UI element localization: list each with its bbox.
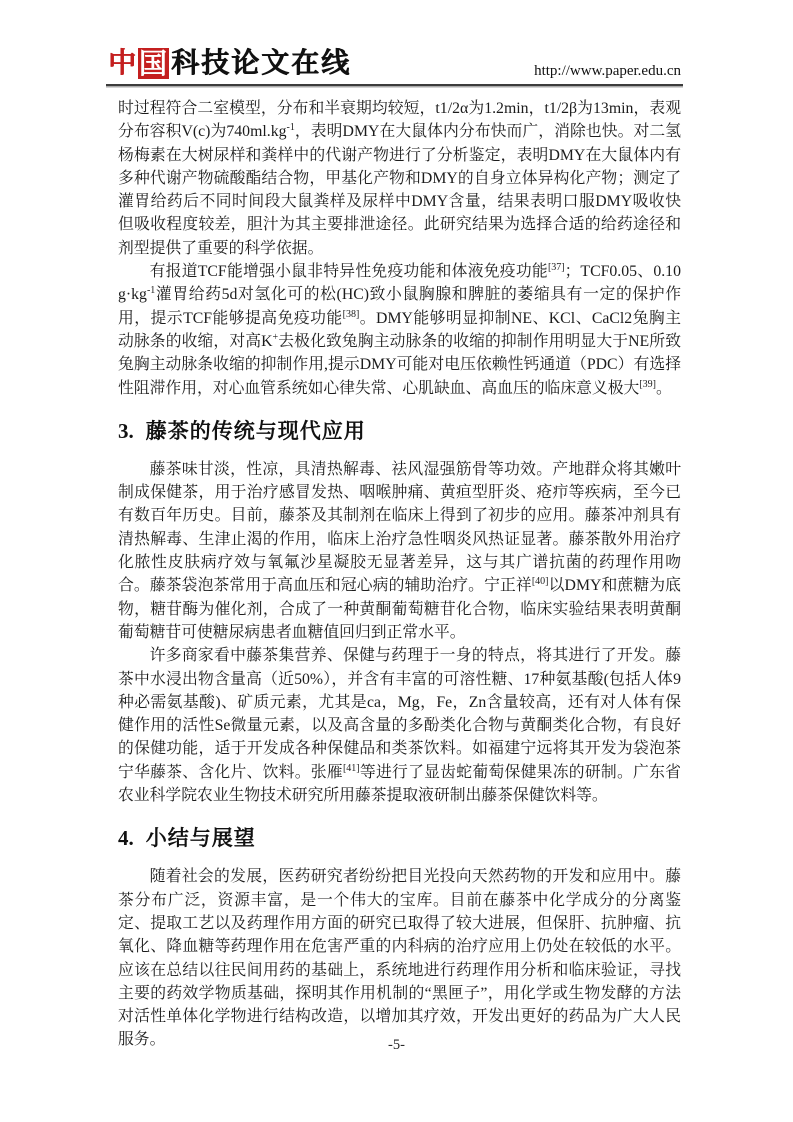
site-url-link[interactable]: http://www.paper.edu.cn <box>534 63 681 79</box>
text-run: 去极化致兔胸主动脉条的收缩的抑制作用明显大于NE所致兔胸主动脉条收缩的抑制作用,提示DMY可能对电压依赖性钙通道（PDC）有选择性阻滞作用，对心血管系统如心律失常、心肌缺血、高血压的临床意义极大 <box>118 332 681 397</box>
section-number: 3. <box>118 418 134 443</box>
paragraph-summary-outlook <box>118 865 681 1051</box>
text-run: 许多商家看中藤茶集营养、保健与药理于一身的特点，将其进行了开发。藤茶中水浸出物含量高（近50%），并含有丰富的可溶性糖、17种氨基酸(包括人体9种必需氨基酸)、矿质元素，尤其是ca，Mg，Fe，Zn含量较高，还有对人体有保健作用的活性Se微量元素，以及高含量的多酚类化合物与黄酮类化合物，有良好的保健功能，适于开发成各种保健品和类茶饮料。如福建宁远将其开发为袋泡茶宁华藤茶、含化片、饮料。张雁 <box>118 647 681 781</box>
paragraph-pharmacokinetics <box>118 97 681 260</box>
text-run: 藤茶味甘淡，性凉，具清热解毒、祛风湿强筋骨等功效。产地群众将其嫩叶制成保健茶，用于治疗感冒发热、咽喉肿痛、黄疸型肝炎、疮疖等疾病，至今已有数百年历史。目前，藤茶及其制剂在临床上得到了初步的应用。藤茶冲剂具有清热解毒、生津止渴的作用，临床上治疗急性咽炎风热证显著。藤茶散外用治疗化脓性皮肤病疗效与氧氟沙星凝胶无显著差异，这与其广谱抗菌的药理作用吻合。藤茶袋泡茶常用于高血压和冠心病的辅助治疗。宁正祥 <box>118 460 681 595</box>
text-run: 有报道TCF能增强小鼠非特异性免疫功能和体液免疫功能 <box>149 263 548 281</box>
citation-ref-38: [38] <box>342 308 360 320</box>
text-run: 随着社会的发展，医药研究者纷纷把目光投向天然药物的开发和应用中。藤茶分布广泛，资源丰富，是一个伟大的宝库。目前在藤茶中化学成分的分离鉴定、提取工艺以及药理作用方面的研究已取得了较大进展，但保肝、抗肿瘤、抗氧化、降血糖等药理作用在危害严重的内科病的治疗应用上仍处在较低的水平。应该在总结以往民间用药的基础上，系统地进行药理作用分析和临床验证，寻找主要的药效学物质基础，探明其作用机制的“黑匣子”，用化学或生物发酵的方法对活性单体化学物进行结构改造，以增加其疗效，开发出更好的药品为广大人民服务。 <box>118 868 681 1049</box>
logo-text: 科技论文在线 <box>171 47 352 78</box>
logo-guo-badge: 国 <box>139 48 169 79</box>
paragraph-commercial-development <box>118 644 681 807</box>
citation-ref-37: [37] <box>547 262 565 274</box>
section-title: 藤茶的传统与现代应用 <box>145 419 366 443</box>
text-run: 。 <box>655 379 672 397</box>
citation-ref-39: [39] <box>639 378 656 390</box>
text-run: 时过程符合二室模型，分布和半衰期均较短，t1/2α为1.2min，t1/2β为13min，表观分布容积V(c)为740ml.kg <box>118 100 681 141</box>
text-run: 。DMY能够明显抑制NE、KCl、CaCl2兔胸主动脉条的收缩，对高K <box>118 309 681 350</box>
section-heading-3 <box>118 417 681 446</box>
superscript-exponent: -1 <box>286 122 295 134</box>
logo-zhong-char: 中 <box>108 47 138 78</box>
content-area <box>108 0 681 1052</box>
site-logo <box>108 47 351 78</box>
page-footer <box>0 1037 793 1054</box>
text-run: 等进行了显齿蛇葡萄保健果冻的研制。广东省农业科学院农业生物技术研究所用藤茶提取液研制出藤茶保健饮料等。 <box>118 763 681 805</box>
section-title: 小结与展望 <box>145 827 256 851</box>
document-body <box>118 86 681 1052</box>
paragraph-traditional-use <box>118 458 681 644</box>
text-run: 灌胃给药5d对氢化可的松(HC)致小鼠胸腺和脾脏的萎缩具有一定的保护作用，提示TCF能够提高免疫功能 <box>118 286 681 327</box>
citation-ref-41: [41] <box>342 762 360 774</box>
paragraph-immunity-cardio <box>118 260 681 400</box>
text-run: ，表明DMY在大鼠体内分布快而广，消除也快。对二氢杨梅素在大树尿样和粪样中的代谢产物进行了分析鉴定，表明DMY在大鼠体内有多种代谢产物硫酸酯结合物，甲基化产物和DMY的自身立体异构化产物；测定了灌胃给药后不同时间段大鼠粪样及尿样中DMY含量，结果表明口服DMY吸收快但吸收程度较差，胆汁为其主要排泄途径。此研究结果为选择合适的给药途径和剂型提供了重要的科学依据。 <box>118 123 681 257</box>
superscript-plus: + <box>272 331 279 343</box>
text-run: 以DMY和蔗糖为底物，糖苷酶为催化剂，合成了一种黄酮葡萄糖苷化合物，临床实验结果表明黄酮葡萄糖苷可使糖尿病患者血糖值回归到正常水平。 <box>118 577 681 641</box>
superscript-exponent: -1 <box>146 285 156 297</box>
page-header <box>108 0 681 84</box>
citation-ref-40: [40] <box>531 576 549 588</box>
section-heading-4 <box>118 824 681 853</box>
text-run: ；TCF0.05、0.10 g·kg <box>118 263 681 304</box>
page-number: -5- <box>388 1037 405 1053</box>
section-number: 4. <box>118 826 134 851</box>
